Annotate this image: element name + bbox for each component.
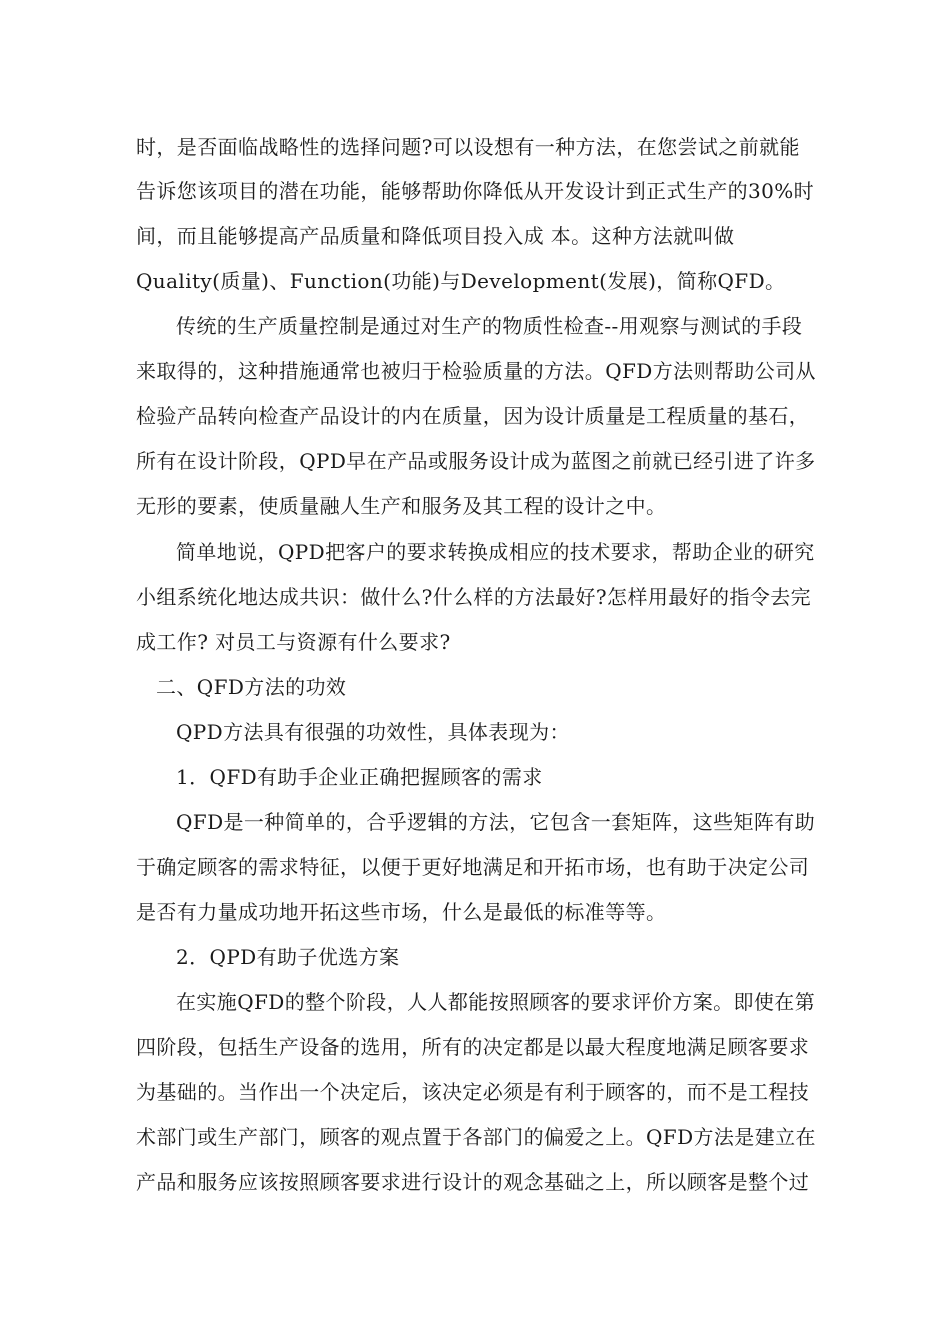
paragraph-first-line: QFD是一种简单的，合乎逻辑的方法，它包含一套矩阵，这些矩阵有助 xyxy=(176,810,816,834)
text-line: 所有在设计阶段，QPD早在产品或服务设计成为蓝图之前就已经引进了许多 xyxy=(136,449,816,473)
subsection-heading: 2．QPD有助子优选方案 xyxy=(176,945,400,969)
text-line: 告诉您该项目的潜在功能，能够帮助你降低从开发设计到正式生产的30%时 xyxy=(136,179,815,203)
section-heading: 二、QFD方法的功效 xyxy=(156,675,347,699)
text-line: 间，而且能够提高产品质量和降低项目投入成 本。这种方法就叫做 xyxy=(136,224,735,248)
text-line: 是否有力量成功地开拓这些市场，什么是最低的标准等等。 xyxy=(136,900,667,924)
text-line: 小组系统化地达成共识：做什么?什么样的方法最好?怎样用最好的指令去完 xyxy=(136,585,812,609)
text-line: 四阶段，包括生产设备的选用，所有的决定都是以最大程度地满足顾客要求 xyxy=(136,1035,810,1059)
text-line: 术部门或生产部门，顾客的观点置于各部门的偏爱之上。QFD方法是建立在 xyxy=(136,1125,816,1149)
text-line: 检验产品转向检查产品设计的内在质量，因为设计质量是工程质量的基石， xyxy=(136,404,810,428)
paragraph-first-line: 传统的生产质量控制是通过对生产的物质性检查--用观察与测试的手段 xyxy=(176,314,803,338)
subsection-heading: 1．QFD有助手企业正确把握顾客的需求 xyxy=(176,765,543,789)
text-line: 无形的要素，使质量融人生产和服务及其工程的设计之中。 xyxy=(136,494,667,518)
text-line: 时，是否面临战略性的选择问题?可以设想有一种方法，在您尝试之前就能 xyxy=(136,135,800,159)
text-line: 成工作? 对员工与资源有什么要求? xyxy=(136,630,451,654)
text-line: Quality(质量)、Function(功能)与Development(发展)，简称QFD。 xyxy=(136,269,786,293)
text-line: 产品和服务应该按照顾客要求进行设计的观念基础之上，所以顾客是整个过 xyxy=(136,1170,810,1194)
paragraph-first-line: QPD方法具有很强的功效性，具体表现为： xyxy=(176,720,570,744)
text-line: 于确定顾客的需求特征，以便于更好地满足和开拓市场，也有助于决定公司 xyxy=(136,855,810,879)
paragraph-first-line: 在实施QFD的整个阶段，人人都能按照顾客的要求评价方案。即使在第 xyxy=(176,990,816,1014)
paragraph-first-line: 简单地说，QPD把客户的要求转换成相应的技术要求，帮助企业的研究 xyxy=(176,540,815,564)
text-line: 为基础的。当作出一个决定后，该决定必须是有利于顾客的，而不是工程技 xyxy=(136,1080,810,1104)
text-line: 来取得的，这种措施通常也被归于检验质量的方法。QFD方法则帮助公司从 xyxy=(136,359,816,383)
